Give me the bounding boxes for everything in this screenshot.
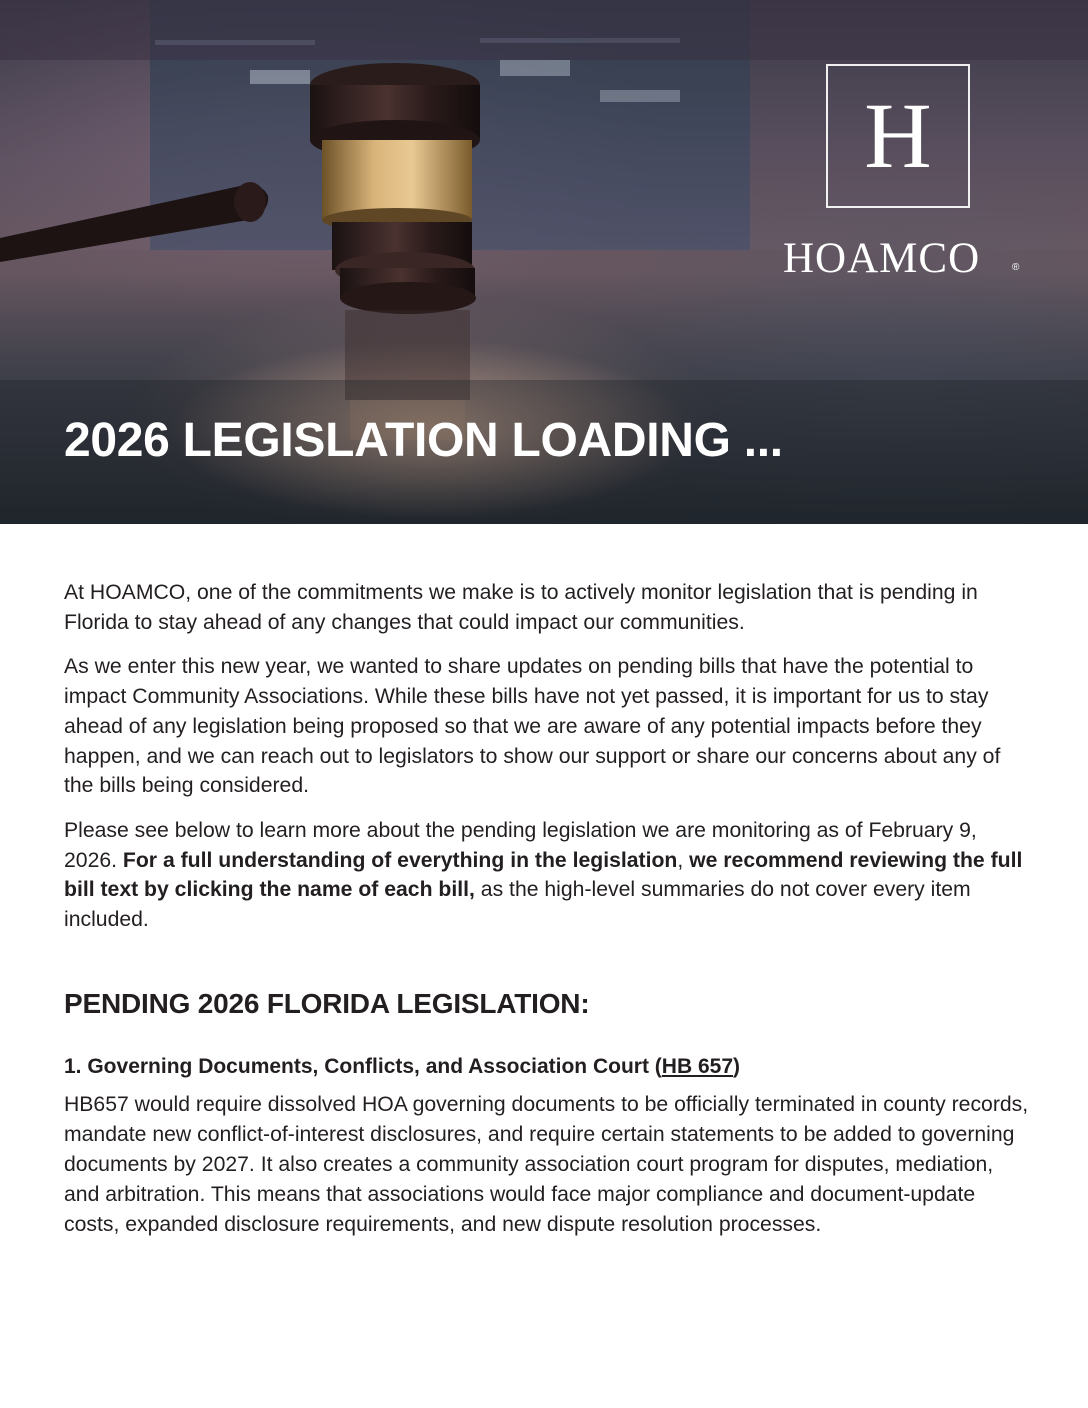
intro-paragraph-2: As we enter this new year, we wanted to share updates on pending bills that have the potential to impact Community Associations. While these bills have not yet passed, it is important for us to stay ahead of any legislation being proposed so that we are aware of any potential impacts before they happen, and we can reach out to legislators to show our support or share our concerns about any of the bills being considered.	[64, 655, 1001, 798]
bill-item-heading	[64, 1052, 740, 1082]
intro-p3-bold-2: we recommend reviewing the full bill text by clicking the name of each bill,	[64, 848, 1023, 902]
section-title: PENDING 2026 FLORIDA LEGISLATION:	[64, 988, 590, 1019]
intro-p3-start: Please see below to learn more about the pending legislation we are monitoring as of February 9, 2026.	[64, 818, 977, 872]
page-title: 2026 LEGISLATION LOADING ...	[64, 414, 783, 467]
intro-section	[64, 578, 1034, 950]
intro-p3-bold-1: For a full understanding of everything in the legislation	[122, 848, 678, 872]
hoamco-h-logo	[828, 66, 968, 206]
intro-p3-comma: ,	[677, 848, 690, 872]
logo-letter: H	[864, 85, 932, 189]
bill-heading-text: 1. Governing Documents, Conflicts, and Association Court (	[64, 1055, 662, 1078]
bill-link-hb657[interactable]: HB 657	[661, 1055, 733, 1078]
intro-paragraph-1: At HOAMCO, one of the commitments we make is to actively monitor legislation that is pending in Florida to stay ahead of any changes that could impact our communities.	[64, 581, 978, 634]
intro-p3-end: as the high-level summaries do not cover every item included.	[64, 878, 971, 932]
logo-box	[826, 64, 970, 208]
bill-item-summary: HB657 would require dissolved HOA governing documents to be officially terminated in county records, mandate new conflict-of-interest disclosures, and require certain statements to be added to governing documents by 2027. It also creates a community association court program for disputes, mediation, and arbitration. This means that associations would face major compliance and document-update costs, expanded disclosure requirements, and new dispute resolution processes.	[64, 1093, 1029, 1236]
hero-banner	[0, 0, 1088, 524]
intro-paragraph-3	[64, 816, 1034, 935]
registered-mark: ®	[1012, 262, 1020, 273]
bill-heading-close: )	[733, 1055, 740, 1078]
brand-name: HOAMCO	[783, 235, 981, 282]
